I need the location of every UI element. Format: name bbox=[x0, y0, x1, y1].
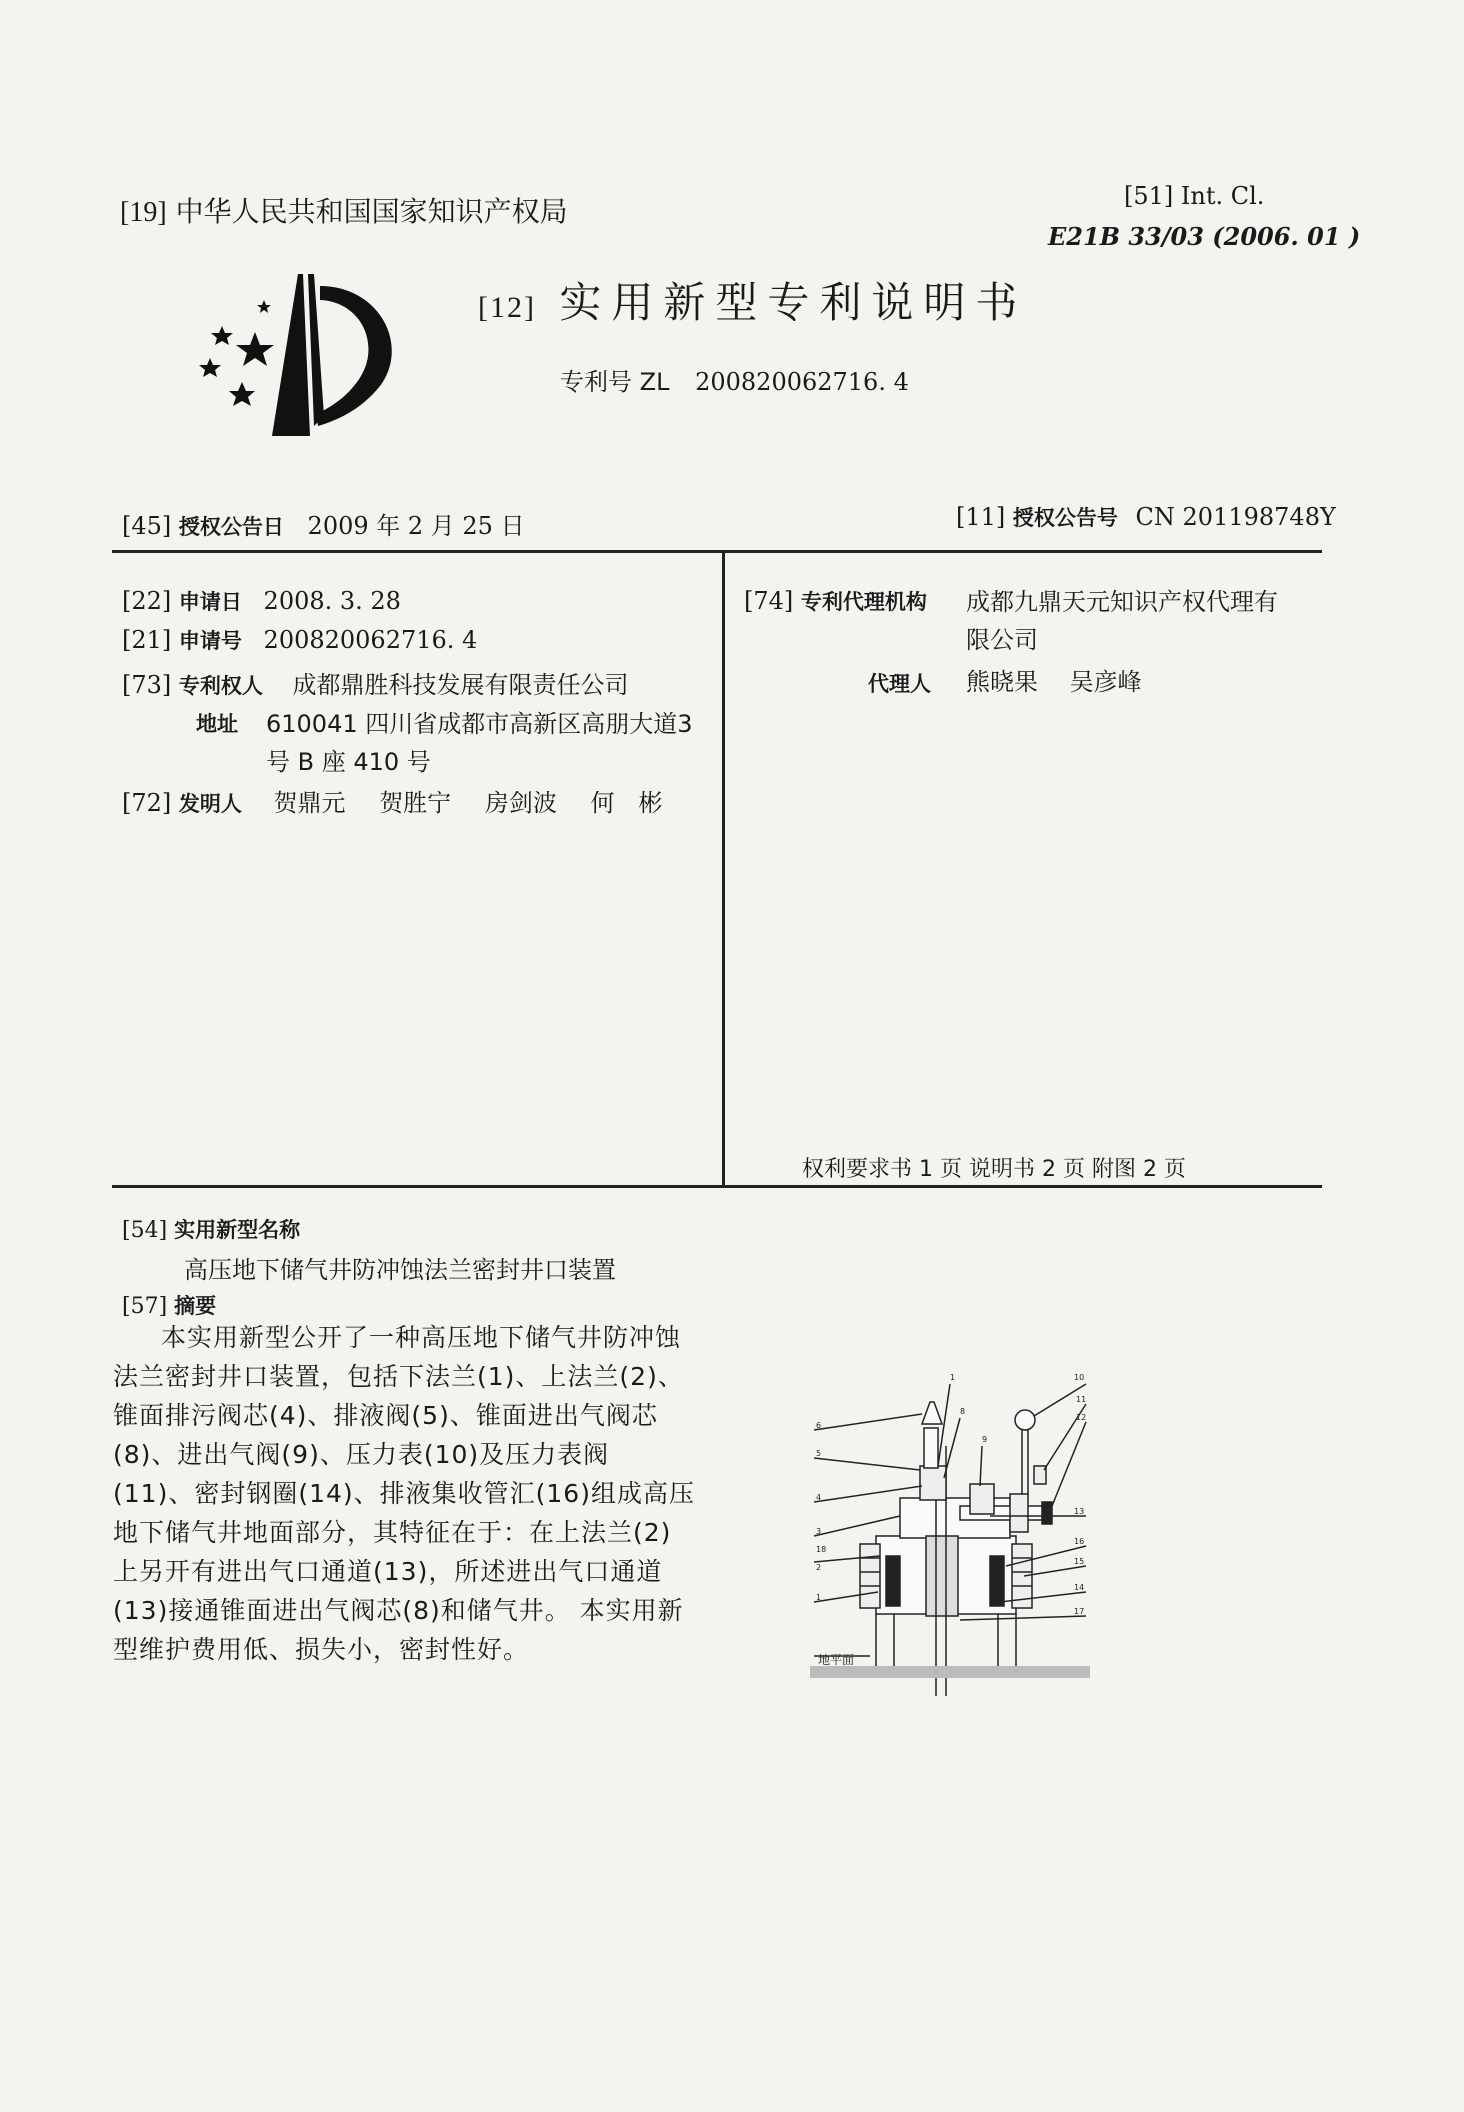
application-no-label: 申请号 bbox=[178, 629, 242, 653]
utility-name-tag: [54] bbox=[122, 1218, 168, 1243]
inventors-row bbox=[122, 783, 662, 818]
int-cl-code-value: E21B 33/03 bbox=[1048, 222, 1204, 251]
application-date-label: 申请日 bbox=[178, 590, 242, 614]
grant-date-value: 2009 年 2 月 25 日 bbox=[307, 512, 525, 540]
central-bore bbox=[926, 1536, 958, 1616]
utility-name-header bbox=[122, 1214, 300, 1244]
patentee-label: 专利权人 bbox=[178, 674, 263, 698]
agency-tag: [74] bbox=[744, 587, 794, 615]
callout-label: 13 bbox=[1074, 1507, 1085, 1516]
abstract-line: 型维护费用低、损失小，密封性好。 bbox=[113, 1635, 530, 1664]
agency-line-2: 限公司 bbox=[966, 626, 1038, 654]
bolt-left bbox=[860, 1544, 880, 1608]
callout-label: 15 bbox=[1074, 1557, 1085, 1566]
bottom-rule bbox=[112, 1185, 1322, 1188]
abstract-label: 摘要 bbox=[174, 1294, 217, 1318]
callout-label: 5 bbox=[816, 1449, 822, 1458]
emblem-star-small-3 bbox=[229, 382, 255, 406]
callout-label: 10 bbox=[1074, 1373, 1085, 1382]
patent-office-emblem bbox=[190, 266, 410, 442]
int-cl-label: Int. Cl. bbox=[1180, 182, 1265, 210]
emblem-crescent bbox=[316, 286, 392, 426]
callout-label: 4 bbox=[816, 1493, 822, 1502]
patentee-row bbox=[122, 665, 629, 700]
int-cl-code bbox=[1048, 222, 1360, 251]
grant-no-row bbox=[956, 502, 1336, 532]
abstract-header bbox=[122, 1290, 216, 1320]
doc-type bbox=[478, 270, 1027, 330]
abstract-line: 本实用新型公开了一种高压地下储气井防冲蚀 bbox=[161, 1323, 682, 1352]
agents-label: 代理人 bbox=[868, 672, 931, 696]
inventor-name: 何 彬 bbox=[590, 789, 663, 817]
emblem-star-large bbox=[236, 332, 274, 366]
patent-number bbox=[560, 362, 909, 397]
int-cl bbox=[1124, 182, 1264, 210]
abstract-line: 地下储气井地面部分，其特征在于：在上法兰(2) bbox=[113, 1518, 672, 1547]
agent-name: 熊晓果 bbox=[966, 668, 1038, 696]
agency-line-1: 成都九鼎天元知识产权代理有 bbox=[966, 588, 1278, 616]
callout-label: 9 bbox=[982, 1435, 988, 1444]
callout-label: 18 bbox=[816, 1545, 827, 1554]
seal-ring-left bbox=[886, 1556, 900, 1606]
agents-names bbox=[966, 662, 1142, 697]
address-line-2: 号 B 座 410 号 bbox=[266, 748, 431, 776]
application-no-value: 200820062716. 4 bbox=[263, 626, 478, 654]
grant-no-label: 授权公告号 bbox=[1012, 506, 1118, 530]
agent-name: 吴彦峰 bbox=[1069, 668, 1142, 696]
emblem-star-small-4 bbox=[257, 300, 271, 313]
patentee-value: 成都鼎胜科技发展有限责任公司 bbox=[292, 671, 629, 699]
grant-no-tag: [11] bbox=[956, 503, 1006, 531]
callout-label: 1 bbox=[816, 1593, 822, 1602]
application-date-row bbox=[122, 586, 401, 616]
grant-date-label: 授权公告日 bbox=[178, 515, 284, 539]
office-header bbox=[120, 190, 568, 230]
patent-number-value: 200820062716. 4 bbox=[695, 368, 909, 396]
application-no-tag: [21] bbox=[122, 626, 172, 654]
emblem-tower bbox=[272, 274, 310, 436]
callout-label: 16 bbox=[1074, 1537, 1085, 1546]
doc-type-title: 实用新型专利说明书 bbox=[559, 278, 1028, 327]
address-line-1: 610041 四川省成都市高新区高朋大道3 bbox=[266, 710, 693, 738]
ground-surface bbox=[810, 1666, 1090, 1678]
office-tag: [19] bbox=[120, 197, 167, 228]
abstract-line: 锥面排污阀芯(4)、排液阀(5)、锥面进出气阀芯 bbox=[113, 1401, 658, 1430]
office-name: 中华人民共和国国家知识产权局 bbox=[175, 195, 568, 228]
inventors-label: 发明人 bbox=[178, 792, 242, 816]
int-cl-version: (2006. 01 ) bbox=[1212, 222, 1361, 251]
agency-row bbox=[744, 586, 927, 616]
seal-ring-right bbox=[990, 1556, 1004, 1606]
patentee-tag: [73] bbox=[122, 671, 172, 699]
address-label: 地址 bbox=[196, 712, 238, 736]
application-date-tag: [22] bbox=[122, 587, 172, 615]
grant-date-row bbox=[122, 506, 525, 541]
callout-label: 6 bbox=[816, 1421, 822, 1430]
callout-label: 1 bbox=[950, 1373, 956, 1382]
doc-type-tag: [12] bbox=[478, 291, 536, 324]
drain-valve-body bbox=[920, 1466, 946, 1500]
callout-label: 12 bbox=[1076, 1413, 1087, 1422]
gas-valve bbox=[970, 1484, 994, 1514]
callout-label: 11 bbox=[1076, 1395, 1087, 1404]
top-rule bbox=[112, 550, 1322, 553]
callout-label: 14 bbox=[1074, 1583, 1085, 1592]
patent-number-label: 专利号 ZL bbox=[560, 368, 670, 396]
callout-label: 3 bbox=[816, 1527, 822, 1536]
agency-label: 专利代理机构 bbox=[800, 590, 927, 614]
ground-label: 地平面 bbox=[818, 1653, 855, 1667]
grant-no-value: CN 201198748Y bbox=[1135, 503, 1336, 531]
abstract-line: 上另开有进出气口通道(13)，所述进出气口通道 bbox=[113, 1557, 663, 1586]
inventor-name: 贺胜宁 bbox=[379, 789, 452, 817]
emblem-star-small-2 bbox=[199, 358, 221, 377]
callout-label: 8 bbox=[960, 1407, 966, 1416]
abstract-tag: [57] bbox=[122, 1294, 168, 1319]
pressure-gauge bbox=[1015, 1410, 1035, 1430]
pages-info: 权利要求书 1 页 说明书 2 页 附图 2 页 bbox=[802, 1157, 1186, 1182]
int-cl-tag: [51] bbox=[1124, 182, 1174, 210]
callout-label: 17 bbox=[1074, 1607, 1085, 1616]
emblem-star-small-1 bbox=[211, 326, 233, 345]
abstract-body bbox=[113, 1318, 705, 1669]
wellhead-figure bbox=[810, 1366, 1090, 1706]
utility-name-value: 高压地下储气井防冲蚀法兰密封井口装置 bbox=[184, 1256, 616, 1284]
inventor-name: 房剑波 bbox=[484, 789, 557, 817]
application-date-value: 2008. 3. 28 bbox=[263, 587, 401, 615]
abstract-line: (8)、进出气阀(9)、压力表(10)及压力表阀 bbox=[113, 1440, 610, 1469]
inventors-tag: [72] bbox=[122, 789, 172, 817]
inventor-name: 贺鼎元 bbox=[273, 789, 346, 817]
abstract-line: 法兰密封井口装置，包括下法兰(1)、上法兰(2)、 bbox=[113, 1362, 684, 1391]
callout-label: 2 bbox=[816, 1563, 822, 1572]
abstract-line: (11)、密封钢圈(14)、排液集收管汇(16)组成高压 bbox=[113, 1479, 695, 1508]
column-divider bbox=[722, 553, 725, 1187]
abstract-line: (13)接通锥面进出气阀芯(8)和储气井。 本实用新 bbox=[113, 1596, 684, 1625]
application-no-row bbox=[122, 625, 477, 655]
grant-date-tag: [45] bbox=[122, 512, 172, 540]
utility-name-label: 实用新型名称 bbox=[174, 1218, 301, 1242]
